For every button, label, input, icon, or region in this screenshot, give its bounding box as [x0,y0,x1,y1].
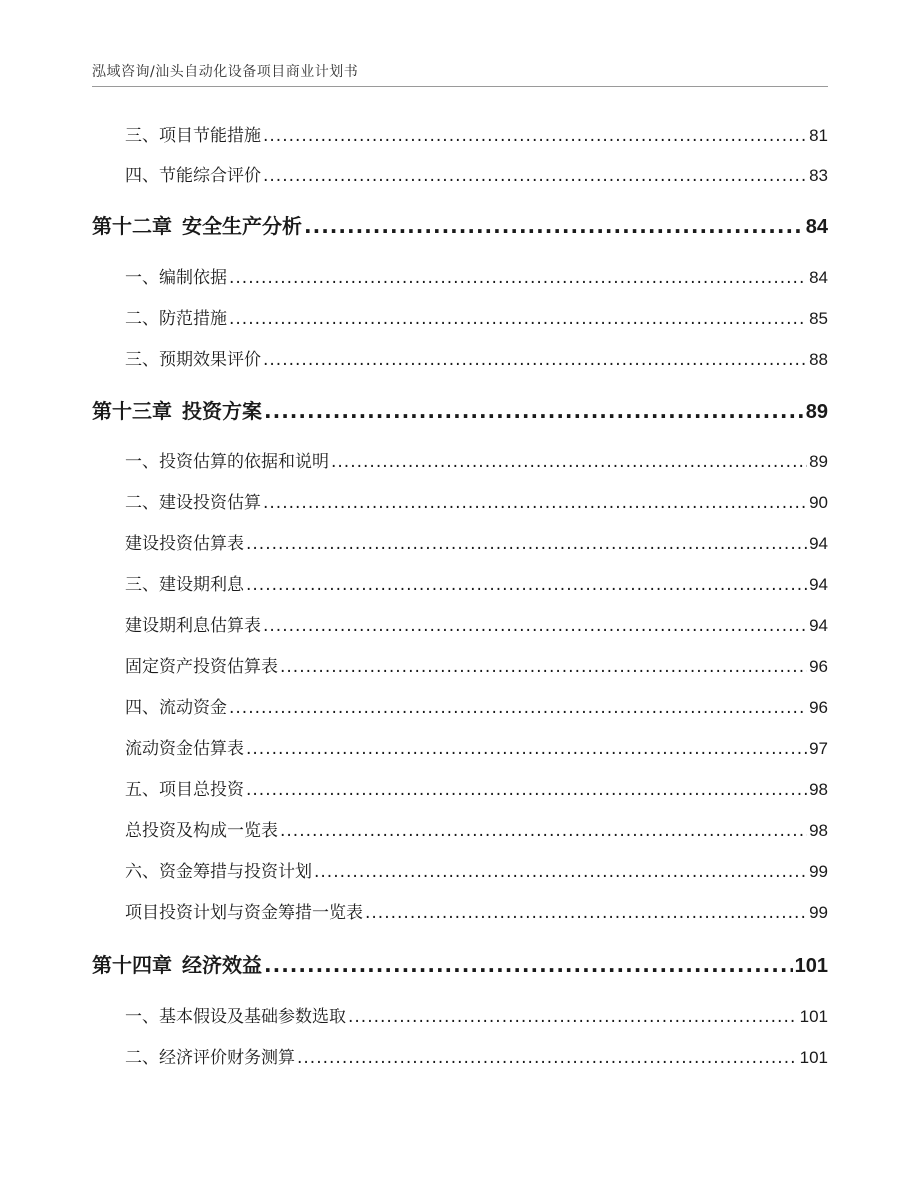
toc-leader [263,347,807,373]
toc-entry[interactable] [125,306,828,332]
toc-entry-title: 防范措施 [159,309,227,329]
toc-leader [280,818,807,844]
toc-leader [263,613,807,639]
toc-chapter[interactable] [92,211,828,241]
toc-entry-title: 流动资金 [159,698,227,718]
toc-entry-page: 89 [809,452,828,471]
toc-entry-title: 流动资金估算表 [125,739,244,759]
toc-entry-title: 建设投资估算 [159,493,261,513]
toc-entry-page: 98 [809,821,828,840]
toc-entry[interactable] [125,859,828,885]
toc-entry[interactable] [125,123,828,149]
toc-entry[interactable] [125,777,828,803]
toc-entry[interactable] [125,265,828,291]
toc-leader [229,265,807,291]
toc-chapter-page: 101 [794,955,828,977]
toc-entry-title: 经济评价财务测算 [159,1048,295,1068]
toc-leader [365,900,807,926]
toc-entry-title: 建设投资估算表 [125,534,244,554]
toc-entry[interactable] [125,490,828,516]
toc-entry-number: 一、 [125,268,159,288]
toc-entry-title: 建设期利息估算表 [125,616,261,636]
toc-entry-number: 二、 [125,493,159,513]
toc-leader [264,950,793,980]
toc-entry-title: 项目总投资 [159,780,244,800]
toc-entry[interactable] [125,572,828,598]
toc-chapter-page: 89 [805,401,828,423]
toc-entry-title: 基本假设及基础参数选取 [159,1007,346,1027]
toc-entry-number: 二、 [125,309,159,329]
toc-entry-title: 编制依据 [159,268,227,288]
toc-entry-page: 83 [809,166,828,185]
toc-table-entry[interactable] [125,654,828,680]
toc-leader [264,396,804,426]
toc-entry-number: 三、 [125,575,159,595]
toc-entry[interactable] [125,1004,828,1030]
toc-entry-number: 六、 [125,862,159,882]
toc-entry-title: 投资估算的依据和说明 [159,452,329,472]
toc-entry[interactable] [125,449,828,475]
toc-entry-page: 94 [809,534,828,553]
toc-entry-number: 三、 [125,126,159,146]
toc-table-entry[interactable] [125,531,828,557]
toc-chapter-number: 第十二章 [92,214,172,238]
page-header: 泓域咨询/汕头自动化设备项目商业计划书 [92,64,359,80]
toc-entry-page: 98 [809,780,828,799]
toc-entry-page: 81 [809,126,828,145]
toc-leader [314,859,807,885]
toc-entry-page: 90 [809,493,828,512]
toc-chapter-title: 投资方案 [182,399,262,423]
toc-entry-number: 一、 [125,1007,159,1027]
toc-entry-number: 二、 [125,1048,159,1068]
toc-entry-page: 96 [809,657,828,676]
toc-entry[interactable] [125,695,828,721]
toc-entry-page: 101 [799,1007,828,1026]
toc-entry-number: 一、 [125,452,159,472]
toc-leader [263,490,807,516]
toc-entry-page: 96 [809,698,828,717]
toc-leader [246,572,807,598]
toc-leader [229,306,807,332]
toc-leader [263,123,807,149]
toc-leader [263,163,807,189]
toc-table-entry[interactable] [125,818,828,844]
toc-chapter-title: 经济效益 [182,953,262,977]
toc-entry-number: 五、 [125,780,159,800]
toc-leader [246,736,807,762]
toc-entry-number: 四、 [125,698,159,718]
toc-entry-title: 总投资及构成一览表 [125,821,278,841]
toc-entry[interactable] [125,1045,828,1071]
toc-leader [331,449,807,475]
toc-chapter-title: 安全生产分析 [182,214,302,238]
toc-entry-page: 99 [809,903,828,922]
toc-entry-title: 项目投资计划与资金筹措一览表 [125,903,363,923]
toc-entry-title: 资金筹措与投资计划 [159,862,312,882]
toc-chapter-number: 第十四章 [92,953,172,977]
toc-entry-title: 节能综合评价 [159,166,261,186]
toc-leader [229,695,807,721]
toc-entry-number: 三、 [125,350,159,370]
toc-entry-page: 101 [799,1048,828,1067]
toc-chapter-number: 第十三章 [92,399,172,423]
header-divider [92,86,828,87]
toc-entry-page: 94 [809,616,828,635]
toc-leader [280,654,807,680]
toc-entry-page: 84 [809,268,828,287]
toc-entry-page: 88 [809,350,828,369]
toc-chapter-page: 84 [805,216,828,238]
toc-table-entry[interactable] [125,736,828,762]
toc-table-entry[interactable] [125,900,828,926]
toc-leader [348,1004,798,1030]
toc-leader [246,777,807,803]
toc-leader [304,211,804,241]
toc-table-entry[interactable] [125,613,828,639]
toc-entry-number: 四、 [125,166,159,186]
toc-entry-page: 97 [809,739,828,758]
toc-entry-title: 项目节能措施 [159,126,261,146]
toc-entry-title: 固定资产投资估算表 [125,657,278,677]
toc-entry-title: 预期效果评价 [159,350,261,370]
toc-leader [297,1045,798,1071]
toc-entry-page: 94 [809,575,828,594]
toc-entry-page: 85 [809,309,828,328]
toc-entry[interactable] [125,347,828,373]
toc-leader [246,531,807,557]
toc-chapter[interactable] [92,950,828,980]
toc-entry[interactable] [125,163,828,189]
toc-entry-title: 建设期利息 [159,575,244,595]
toc-entry-page: 99 [809,862,828,881]
toc-chapter[interactable] [92,396,828,426]
